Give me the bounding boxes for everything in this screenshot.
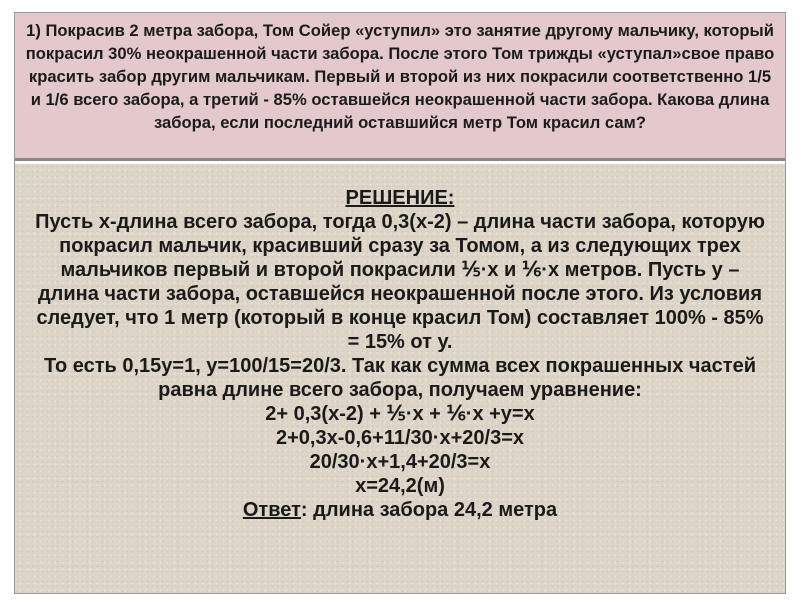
problem-text: 1) Покрасив 2 метра забора, Том Сойер «уступил» это занятие другому мальчику, который покрасил 30% неокрашенной части забора. После этого Том трижды «уступал»свое право красить забор другим мальчикам. Первый и второй из них покрасили соответственно 1/5 и 1/6 всего забора, а третий - 85% оставшейся неокрашенной части забора. Какова длина забора, если последний оставшийся метр Том красил сам?: [25, 21, 775, 132]
solution-box: [15, 164, 785, 593]
solution-heading: РЕШЕНИЕ:: [345, 187, 455, 209]
equation-line: 2+0,3х-0,6+11/30·х+20/3=х: [275, 427, 524, 449]
solution-paragraph-2: То есть 0,15у=1, у=100/15=20/3. Так как сумма всех покрашенных частей равна длине всего забора, получаем уравнение:: [43, 355, 756, 401]
answer-text: : длина забора 24,2 метра: [300, 499, 558, 521]
answer-line: [35, 498, 765, 522]
answer-label: Ответ: [242, 499, 301, 521]
equation-line: х=24,2(м): [355, 475, 445, 497]
solution-paragraph-1: Пусть х-длина всего забора, тогда 0,3(х-2) – длина части забора, которую покрасил мальчик, красивший сразу за Томом, а из следующих трех мальчиков первый и второй покрасили ⅕·х и ⅙·х метров. Пусть у – длина части забора, оставшейся неокрашенной после этого. Из условия следует, что 1 метр (который в конце красил Том) составляет 100% - 85% = 15% от у.: [35, 211, 765, 353]
slide: [14, 12, 786, 594]
problem-box: [15, 13, 785, 161]
equation-line: 20/30·х+1,4+20/3=х: [309, 451, 491, 473]
equation-line: 2+ 0,3(х-2) + ⅕·х + ⅙·х +у=х: [265, 403, 535, 425]
